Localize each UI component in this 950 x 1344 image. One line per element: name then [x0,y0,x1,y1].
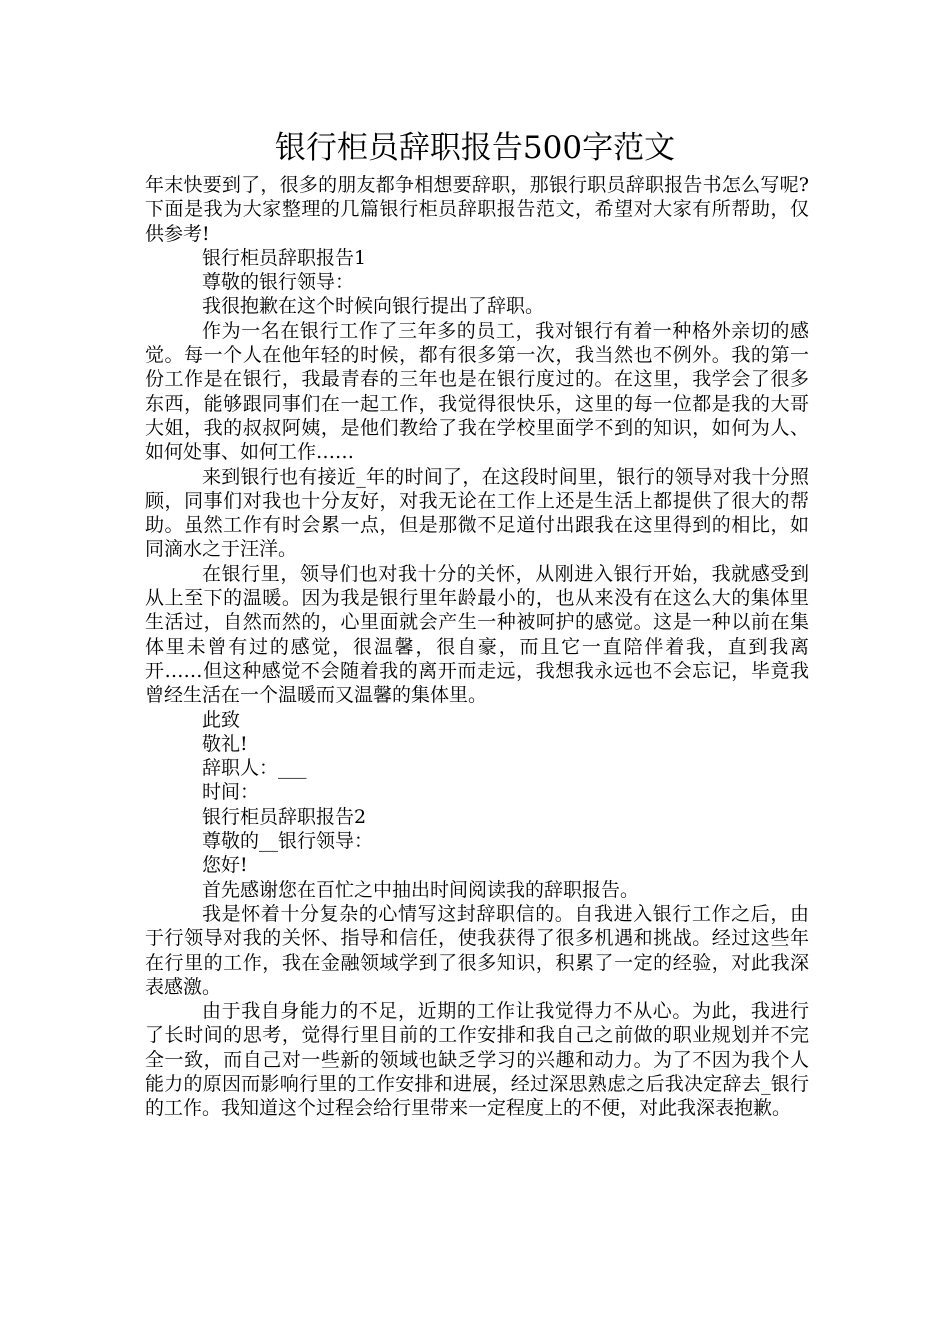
document-title: 银行柜员辞职报告500字范文 [274,130,676,166]
body-paragraph: 首先感谢您在百忙之中抽出时间阅读我的辞职报告。 [202,878,640,901]
intro-paragraph: 年末快要到了，很多的朋友都争相想要辞职，那银行职员辞职报告书怎么写呢?下面是我为大家整理的几篇银行柜员辞职报告范文，希望对大家有所帮助，仅供参考! [145,174,809,245]
section-heading-2: 银行柜员辞职报告2 [202,805,367,828]
body-paragraph: 来到银行也有接近_年的时间了，在这段时间里，银行的领导对我十分照顾，同事们对我也十分友好，对我无论在工作上还是生活上都提供了很大的帮助。虽然工作有时会累一点，但是那微不足道付出跟我在这里得到的相比，如同滴水之于汪洋。 [145,465,809,561]
salutation-2: 尊敬的__银行领导： [202,830,374,853]
signature-line: 辞职人：___ [202,757,307,780]
date-line: 时间： [202,781,260,804]
greeting-line: 您好! [202,854,248,877]
body-paragraph: 我是怀着十分复杂的心情写这封辞职信的。自我进入银行工作之后，由于行领导对我的关怀、指导和信任，使我获得了很多机遇和挑战。经过这些年在行里的工作，我在金融领域学到了很多知识，积累了一定的经验，对此我深表感激。 [145,902,809,998]
body-paragraph: 作为一名在银行工作了三年多的员工，我对银行有着一种格外亲切的感觉。每一个人在他年轻的时候，都有很多第一次，我当然也不例外。我的第一份工作是在银行，我最青春的三年也是在银行度过的。在这里，我学会了很多东西，能够跟同事们在一起工作，我觉得很快乐，这里的每一位都是我的大哥大姐，我的叔叔阿姨，是他们教给了我在学校里面学不到的知识，如何为人、如何处事、如何工作…… [145,319,809,464]
body-paragraph: 在银行里，领导们也对我十分的关怀，从刚进入银行开始，我就感受到从上至下的温暖。因为我是银行里年龄最小的，也从来没有在这么大的集体里生活过，自然而然的，心里面就会产生一种被呵护的感觉。这是一种以前在集体里未曾有过的感觉，很温馨，很自豪，而且它一直陪伴着我，直到我离开……但这种感觉不会随着我的离开而走远，我想我永远也不会忘记，毕竟我曾经生活在一个温暖而又温馨的集体里。 [145,562,809,707]
closing-line: 此致 [202,708,241,731]
closing-line: 敬礼! [202,732,248,755]
body-paragraph: 我很抱歉在这个时候向银行提出了辞职。 [202,295,545,318]
document-body [145,173,809,1121]
body-paragraph: 由于我自身能力的不足，近期的工作让我觉得力不从心。为此，我进行了长时间的思考，觉得行里目前的工作安排和我自己之前做的职业规划并不完全一致，而自己对一些新的领域也缺乏学习的兴趣和动力。为了不因为我个人能力的原因而影响行里的工作安排和进展，经过深思熟虑之后我决定辞去_银行的工作。我知道这个过程会给行里带来一定程度上的不便，对此我深表抱歉。 [145,1000,809,1120]
salutation-1: 尊敬的银行领导： [202,271,355,294]
section-heading-1: 银行柜员辞职报告1 [202,246,367,269]
